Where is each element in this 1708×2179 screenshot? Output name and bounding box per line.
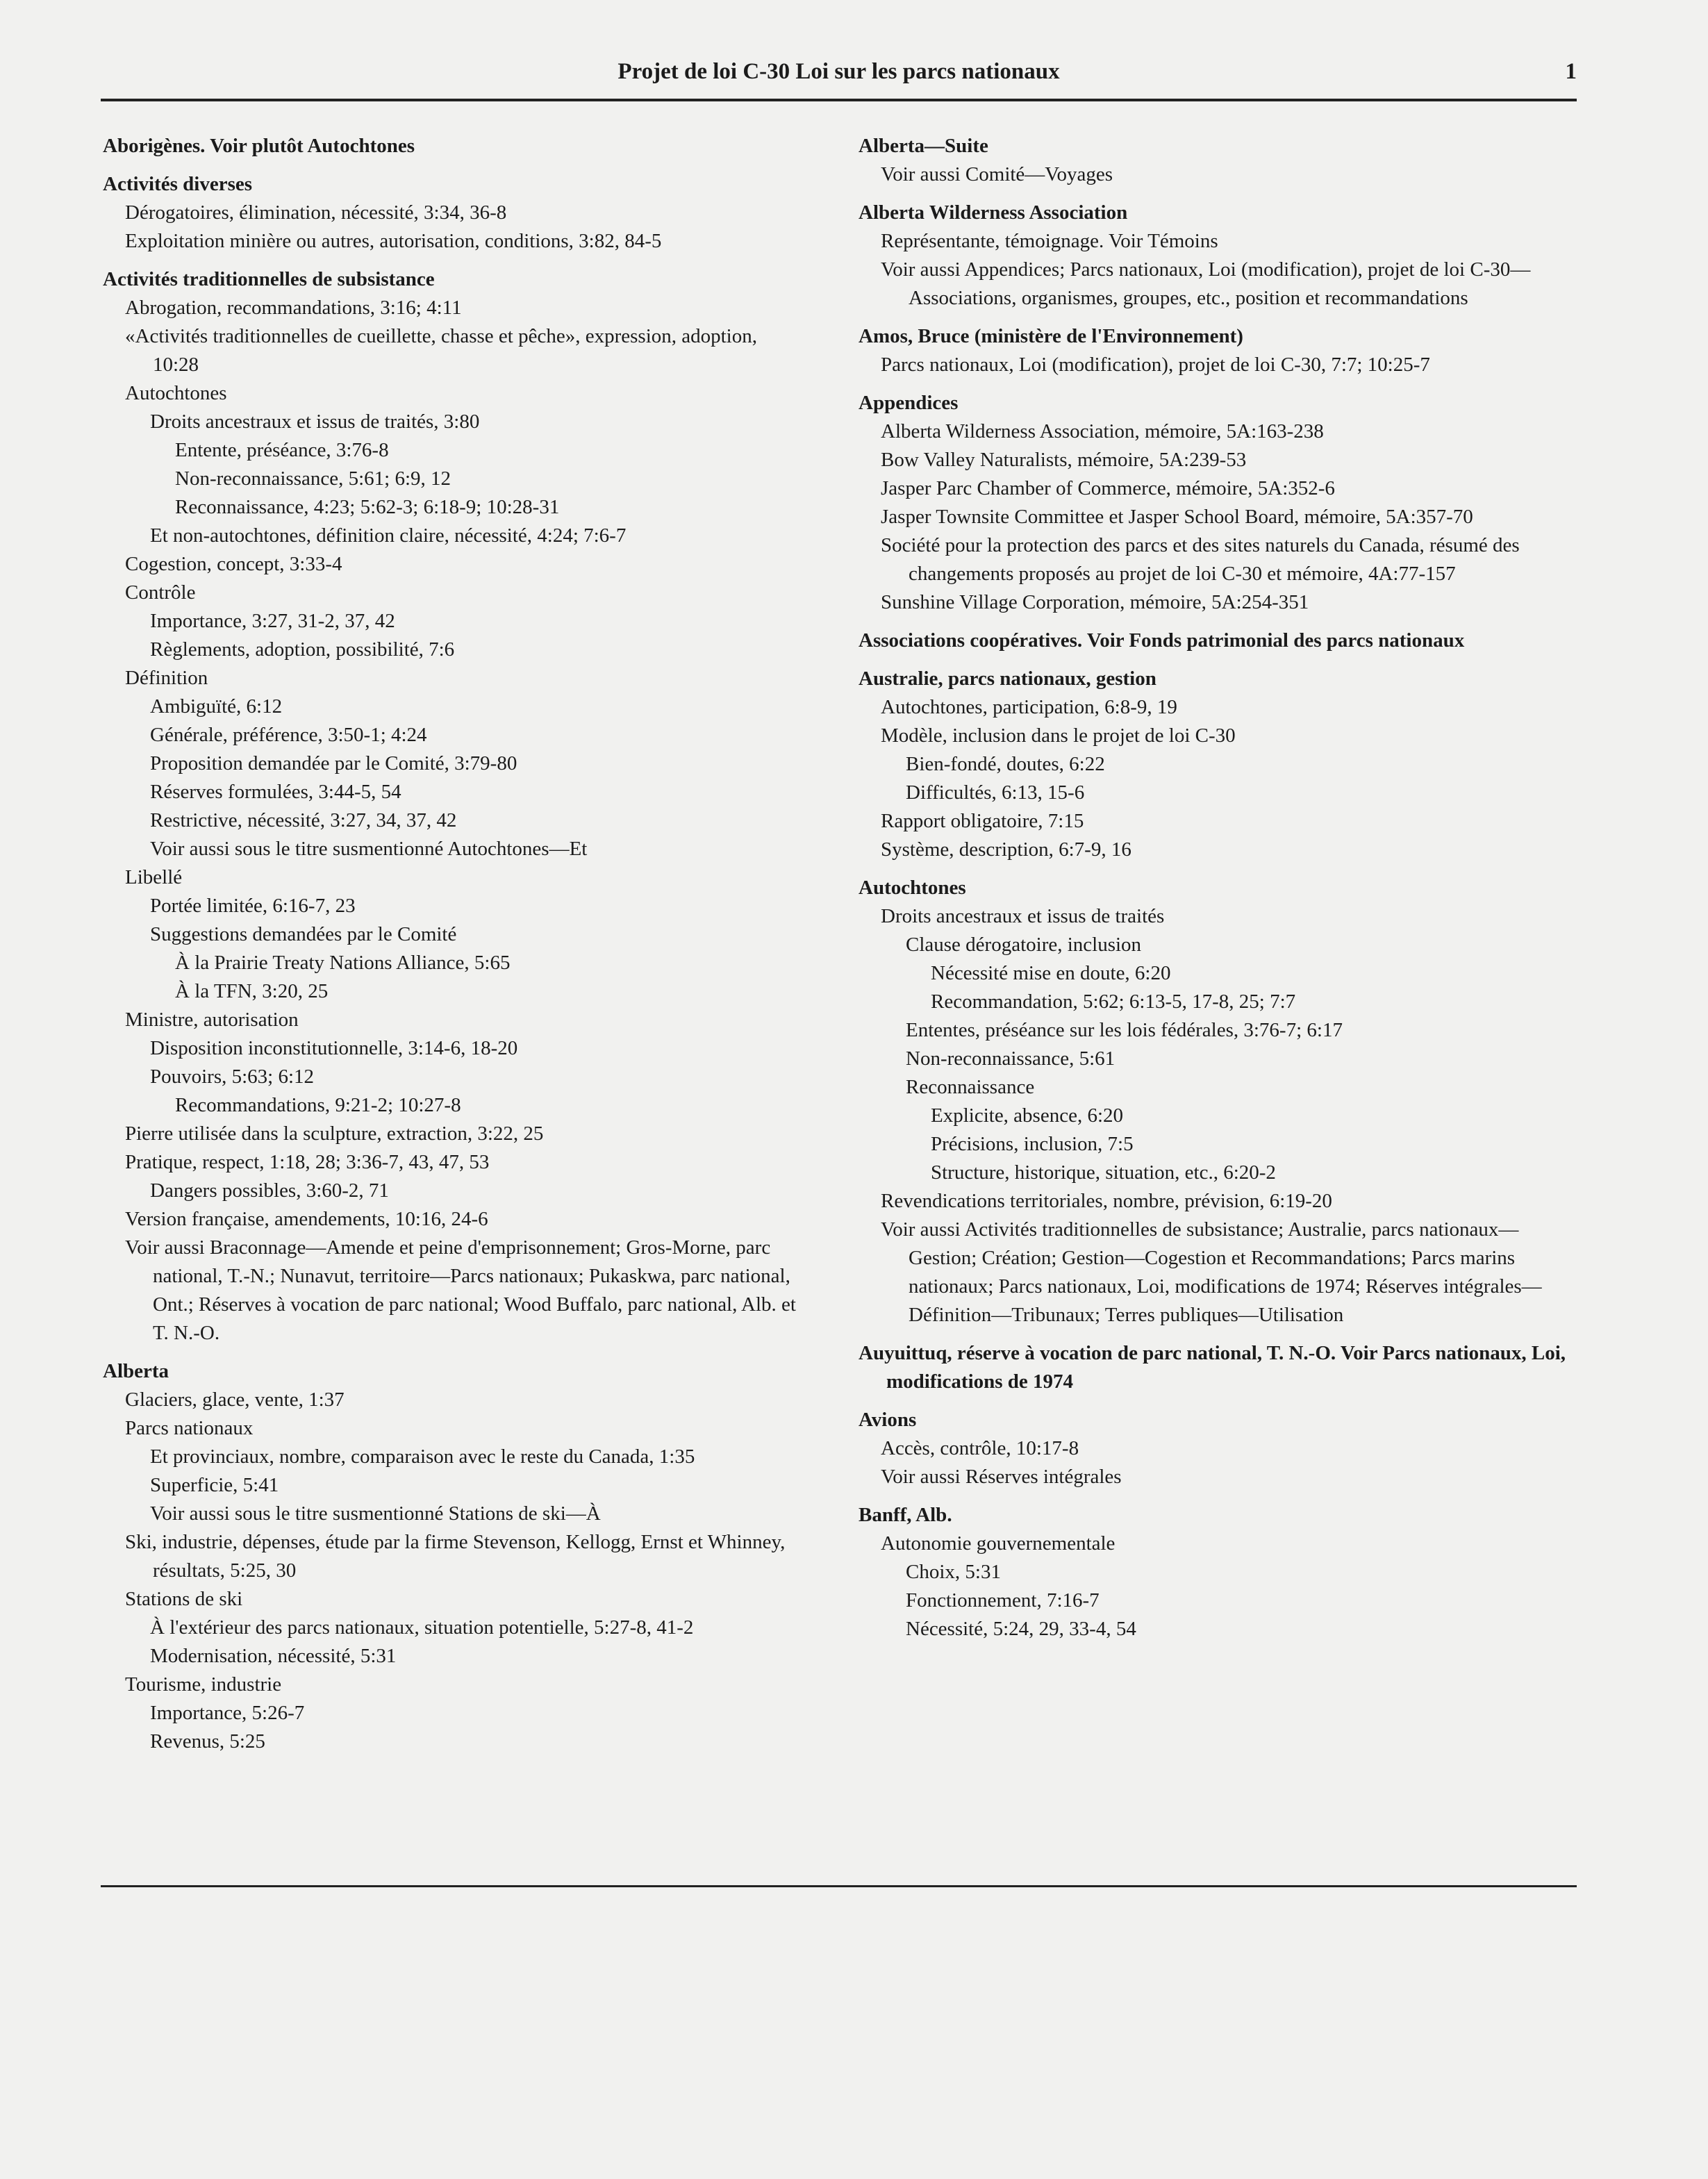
index-subentry: Reconnaissance, 4:23; 5:62-3; 6:18-9; 10:28-31 xyxy=(175,496,560,518)
index-subentry: Restrictive, nécessité, 3:27, 34, 37, 42 xyxy=(150,809,457,831)
index-subentry: Dangers possibles, 3:60-2, 71 xyxy=(150,1179,389,1202)
index-subentry: Explicite, absence, 6:20 xyxy=(931,1104,1124,1127)
index-subentry: Non-reconnaissance, 5:61 xyxy=(906,1047,1116,1070)
index-subentry: Recommandation, 5:62; 6:13-5, 17-8, 25; 7:7 xyxy=(931,991,1296,1013)
index-subentry: Proposition demandée par le Comité, 3:79-80 xyxy=(150,752,517,774)
index-entry xyxy=(103,132,797,160)
index-heading: Australie, parcs nationaux, gestion xyxy=(859,668,1156,690)
index-subentry: Jasper Parc Chamber of Commerce, mémoire, 5A:352-6 xyxy=(881,477,1335,499)
header-rule xyxy=(101,99,1577,101)
index-subentry: Superficie, 5:41 xyxy=(150,1474,279,1496)
index-subentry: Ministre, autorisation xyxy=(125,1009,299,1031)
index-subentry: Fonctionnement, 7:16-7 xyxy=(906,1589,1100,1612)
index-subentry: Clause dérogatoire, inclusion xyxy=(906,934,1142,956)
index-heading: Alberta xyxy=(103,1360,169,1382)
index-subentry: Voir aussi sous le titre susmentionné Autochtones—Et xyxy=(150,838,588,860)
index-subentry: Représentante, témoignage. Voir Témoins xyxy=(881,230,1218,252)
index-subentry: À la TFN, 3:20, 25 xyxy=(175,980,329,1002)
index-subentry: Réserves formulées, 3:44-5, 54 xyxy=(150,781,401,803)
index-entry xyxy=(859,665,1577,864)
index-subentry: Abrogation, recommandations, 3:16; 4:11 xyxy=(125,297,462,319)
index-subentry: Ambiguïté, 6:12 xyxy=(150,695,283,718)
index-entry xyxy=(859,627,1577,655)
index-heading: Autochtones xyxy=(859,877,966,899)
index-subentry: Suggestions demandées par le Comité xyxy=(150,923,457,945)
index-entry xyxy=(103,170,797,256)
index-subentry: Revendications territoriales, nombre, prévision, 6:19-20 xyxy=(881,1190,1332,1212)
index-subentry: Voir aussi Comité—Voyages xyxy=(881,163,1113,185)
index-heading: Auyuittuq, réserve à vocation de parc national, T. N.-O. Voir Parcs nationaux, Loi, modifications de 1974 xyxy=(859,1342,1566,1393)
index-subentry: Nécessité mise en doute, 6:20 xyxy=(931,962,1171,984)
index-subentry: Bow Valley Naturalists, mémoire, 5A:239-53 xyxy=(881,449,1247,471)
index-subentry: Ententes, préséance sur les lois fédérales, 3:76-7; 6:17 xyxy=(906,1019,1343,1041)
index-subentry: Voir aussi Appendices; Parcs nationaux, Loi (modification), projet de loi C-30—Associations, organismes, groupes, etc., position et recommandations xyxy=(881,258,1531,309)
index-entry xyxy=(103,1357,797,1756)
index-entry xyxy=(859,1406,1577,1491)
index-subentry: Rapport obligatoire, 7:15 xyxy=(881,810,1084,832)
index-subentry: Modèle, inclusion dans le projet de loi C-30 xyxy=(881,724,1236,747)
index-subentry: Voir aussi Braconnage—Amende et peine d'emprisonnement; Gros-Morne, parc national, T.-N.; Nunavut, territoire—Parcs nationaux; Pukaskwa, parc national, Ont.; Réserves à vocation de parc national; Wood Buffalo, parc national, Alb. et T. N.-O. xyxy=(125,1236,796,1344)
page-number: 1 xyxy=(1565,59,1577,84)
index-entry xyxy=(859,322,1577,379)
index-column-right xyxy=(859,132,1577,1653)
index-entry xyxy=(859,199,1577,313)
index-subentry: Structure, historique, situation, etc., 6:20-2 xyxy=(931,1161,1276,1184)
footer-rule xyxy=(101,1885,1577,1887)
index-heading: Activités traditionnelles de subsistance xyxy=(103,268,435,290)
index-subentry: Parcs nationaux xyxy=(125,1417,254,1439)
index-subentry: Voir aussi Réserves intégrales xyxy=(881,1466,1122,1488)
index-subentry: Règlements, adoption, possibilité, 7:6 xyxy=(150,638,455,661)
index-subentry: Société pour la protection des parcs et des sites naturels du Canada, résumé des changements proposés au projet de loi C-30 et mémoire, 4A:77-157 xyxy=(881,534,1520,585)
index-subentry: Portée limitée, 6:16-7, 23 xyxy=(150,895,356,917)
index-subentry: Pratique, respect, 1:18, 28; 3:36-7, 43, 47, 53 xyxy=(125,1151,490,1173)
index-subentry: Ski, industrie, dépenses, étude par la firme Stevenson, Kellogg, Ernst et Whinney, résultats, 5:25, 30 xyxy=(125,1531,786,1582)
index-heading: Avions xyxy=(859,1409,917,1431)
index-subentry: Cogestion, concept, 3:33-4 xyxy=(125,553,342,575)
index-subentry: Voir aussi sous le titre susmentionné Stations de ski—À xyxy=(150,1502,601,1525)
index-subentry: Version française, amendements, 10:16, 24-6 xyxy=(125,1208,488,1230)
index-heading: Banff, Alb. xyxy=(859,1504,952,1526)
page-title: Projet de loi C-30 Loi sur les parcs nationaux xyxy=(617,59,1060,84)
index-subentry: Générale, préférence, 3:50-1; 4:24 xyxy=(150,724,427,746)
index-subentry: Pierre utilisée dans la sculpture, extraction, 3:22, 25 xyxy=(125,1122,544,1145)
index-subentry: Stations de ski xyxy=(125,1588,243,1610)
index-column-left xyxy=(103,132,797,1766)
index-subentry: Définition xyxy=(125,667,208,689)
index-subentry: Et non-autochtones, définition claire, nécessité, 4:24; 7:6-7 xyxy=(150,524,627,547)
index-subentry: Dérogatoires, élimination, nécessité, 3:34, 36-8 xyxy=(125,201,507,224)
index-subentry: «Activités traditionnelles de cueillette, chasse et pêche», expression, adoption, 10:28 xyxy=(125,325,757,376)
index-subentry: Importance, 5:26-7 xyxy=(150,1702,305,1724)
index-entry xyxy=(859,874,1577,1329)
index-heading: Associations coopératives. Voir Fonds patrimonial des parcs nationaux xyxy=(859,629,1465,652)
index-subentry: Contrôle xyxy=(125,581,196,604)
index-heading: Appendices xyxy=(859,392,959,414)
index-entry xyxy=(859,389,1577,617)
index-entry xyxy=(859,132,1577,189)
index-subentry: Pouvoirs, 5:63; 6:12 xyxy=(150,1066,315,1088)
index-subentry: Nécessité, 5:24, 29, 33-4, 54 xyxy=(906,1618,1136,1640)
index-subentry: Voir aussi Activités traditionnelles de subsistance; Australie, parcs nationaux—Gestion; Création; Gestion—Cogestion et Recommandations; Parcs marins nationaux; Parcs nationaux, Loi, modifications de 1974; Réserves intégrales—Définition—Tribunaux; Terres publiques—Utilisation xyxy=(881,1218,1542,1326)
index-subentry: Bien-fondé, doutes, 6:22 xyxy=(906,753,1105,775)
index-subentry: Disposition inconstitutionnelle, 3:14-6, 18-20 xyxy=(150,1037,518,1059)
index-subentry: Choix, 5:31 xyxy=(906,1561,1001,1583)
index-subentry: Autochtones xyxy=(125,382,227,404)
index-subentry: Jasper Townsite Committee et Jasper School Board, mémoire, 5A:357-70 xyxy=(881,506,1473,528)
index-subentry: Sunshine Village Corporation, mémoire, 5A:254-351 xyxy=(881,591,1309,613)
index-subentry: À l'extérieur des parcs nationaux, situation potentielle, 5:27-8, 41-2 xyxy=(150,1616,694,1639)
index-subentry: Exploitation minière ou autres, autorisation, conditions, 3:82, 84-5 xyxy=(125,230,662,252)
index-subentry: Droits ancestraux et issus de traités, 3:80 xyxy=(150,411,480,433)
index-subentry: Recommandations, 9:21-2; 10:27-8 xyxy=(175,1094,461,1116)
index-subentry: Alberta Wilderness Association, mémoire, 5A:163-238 xyxy=(881,420,1324,442)
index-subentry: Reconnaissance xyxy=(906,1076,1035,1098)
page-header xyxy=(101,59,1577,94)
index-subentry: Importance, 3:27, 31-2, 37, 42 xyxy=(150,610,395,632)
index-subentry: Entente, préséance, 3:76-8 xyxy=(175,439,389,461)
index-subentry: Autonomie gouvernementale xyxy=(881,1532,1116,1555)
index-entry xyxy=(859,1501,1577,1643)
index-entry xyxy=(103,265,797,1348)
index-subentry: Et provinciaux, nombre, comparaison avec le reste du Canada, 1:35 xyxy=(150,1445,695,1468)
index-subentry: Système, description, 6:7-9, 16 xyxy=(881,838,1131,861)
index-heading: Aborigènes. Voir plutôt Autochtones xyxy=(103,135,415,157)
index-subentry: Tourisme, industrie xyxy=(125,1673,282,1696)
index-subentry: À la Prairie Treaty Nations Alliance, 5:65 xyxy=(175,952,511,974)
index-heading: Activités diverses xyxy=(103,173,253,195)
index-heading: Alberta—Suite xyxy=(859,135,988,157)
index-subentry: Précisions, inclusion, 7:5 xyxy=(931,1133,1134,1155)
index-subentry: Parcs nationaux, Loi (modification), projet de loi C-30, 7:7; 10:25-7 xyxy=(881,354,1430,376)
index-heading: Amos, Bruce (ministère de l'Environnement) xyxy=(859,325,1243,347)
index-subentry: Autochtones, participation, 6:8-9, 19 xyxy=(881,696,1177,718)
index-subentry: Glaciers, glace, vente, 1:37 xyxy=(125,1389,345,1411)
index-heading: Alberta Wilderness Association xyxy=(859,201,1128,224)
index-subentry: Droits ancestraux et issus de traités xyxy=(881,905,1165,927)
index-subentry: Difficultés, 6:13, 15-6 xyxy=(906,781,1085,804)
index-entry xyxy=(859,1339,1577,1396)
index-subentry: Modernisation, nécessité, 5:31 xyxy=(150,1645,397,1667)
index-subentry: Accès, contrôle, 10:17-8 xyxy=(881,1437,1079,1459)
index-subentry: Non-reconnaissance, 5:61; 6:9, 12 xyxy=(175,467,451,490)
index-subentry: Libellé xyxy=(125,866,183,888)
index-subentry: Revenus, 5:25 xyxy=(150,1730,265,1753)
